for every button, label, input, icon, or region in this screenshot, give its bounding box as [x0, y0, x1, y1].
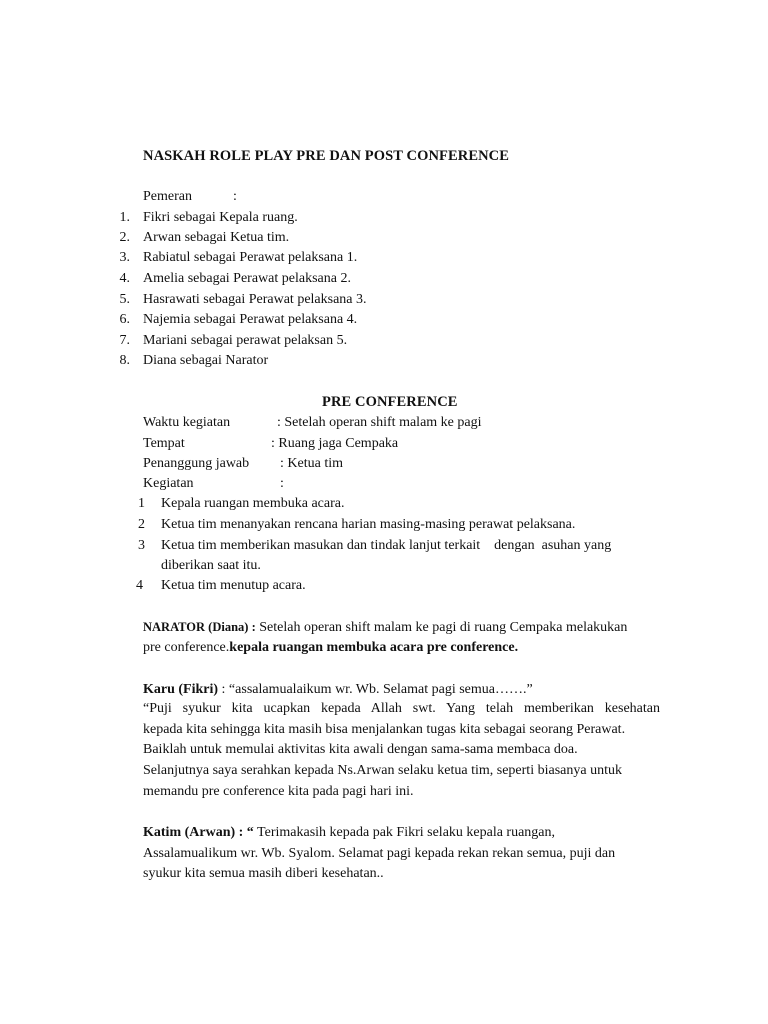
list-item-number: 1 — [138, 496, 145, 511]
speaker-name: NARATOR (Diana) : — [143, 620, 256, 634]
narator-line-1 — [143, 621, 627, 635]
field-value: : Ruang jaga Cempaka — [271, 436, 399, 451]
list-item-number: 8. — [119, 353, 130, 368]
list-item: Ketua tim menanyakan rencana harian masing-masing perawat pelaksana. — [161, 517, 576, 532]
karu-text: : “assalamualaikum wr. Wb. Selamat pagi semua…….” — [218, 682, 533, 697]
list-item: Ketua tim memberikan masukan dan tindak lanjut terkait dengan asuhan yang — [161, 538, 612, 553]
field-value: : Setelah operan shift malam ke pagi — [277, 415, 482, 430]
field-label: Penanggung jawab — [143, 456, 250, 471]
karu-line: Baiklah untuk memulai aktivitas kita awali dengan sama-sama membaca doa. — [143, 742, 578, 757]
field-label: Tempat — [143, 436, 185, 451]
list-item-number: 4 — [136, 578, 143, 593]
list-item-number: 6. — [119, 312, 130, 327]
karu-line: memandu pre conference kita pada pagi hari ini. — [143, 784, 414, 799]
speaker-name: Karu (Fikri) — [143, 682, 219, 697]
katim-line: syukur kita semua masih diberi kesehatan.. — [143, 866, 384, 881]
narator-text: Setelah operan shift malam ke pagi di ruang Cempaka melakukan — [255, 620, 628, 635]
list-item-number: 4. — [119, 271, 130, 286]
karu-line: kepada kita sehingga kita masih bisa menjalankan tugas kita sebagai seorang Perawat. — [143, 722, 626, 737]
list-item: Diana sebagai Narator — [143, 353, 269, 368]
list-item-number: 3 — [138, 538, 145, 553]
field-label: Kegiatan — [143, 476, 194, 491]
list-item-continuation: diberikan saat itu. — [161, 558, 261, 573]
list-item-number: 3. — [119, 250, 130, 265]
narator-bold-text: kepala ruangan membuka acara pre conference. — [229, 640, 519, 655]
section-heading: PRE CONFERENCE — [322, 394, 458, 410]
list-item: Arwan sebagai Ketua tim. — [143, 230, 290, 245]
field-value: : — [280, 476, 284, 491]
narator-text: pre conference. — [143, 640, 230, 655]
list-item-number: 2 — [138, 517, 145, 532]
speaker-name: Katim (Arwan) : “ — [143, 825, 254, 840]
list-item-number: 1. — [119, 210, 130, 225]
list-item: Amelia sebagai Perawat pelaksana 2. — [143, 271, 351, 286]
karu-line: “Puji syukur kita ucapkan kepada Allah swt. Yang telah memberikan kesehatan — [143, 701, 660, 716]
list-item: Fikri sebagai Kepala ruang. — [143, 210, 298, 225]
list-item: Najemia sebagai Perawat pelaksana 4. — [143, 312, 358, 327]
list-item: Ketua tim menutup acara. — [161, 578, 306, 593]
list-item-number: 5. — [119, 292, 130, 307]
list-item: Kepala ruangan membuka acara. — [161, 496, 345, 511]
document-title: NASKAH ROLE PLAY PRE DAN POST CONFERENCE — [143, 148, 510, 164]
cast-label: Pemeran — [143, 189, 192, 204]
field-value: : Ketua tim — [280, 456, 343, 471]
list-item-number: 7. — [119, 333, 130, 348]
list-item: Hasrawati sebagai Perawat pelaksana 3. — [143, 292, 367, 307]
cast-colon: : — [233, 189, 237, 204]
katim-text: Terimakasih kepada pak Fikri selaku kepala ruangan, — [253, 825, 556, 840]
list-item: Rabiatul sebagai Perawat pelaksana 1. — [143, 250, 358, 265]
narator-line-2 — [143, 641, 518, 655]
karu-line: Selanjutnya saya serahkan kepada Ns.Arwan selaku ketua tim, seperti biasanya untuk — [143, 763, 622, 778]
katim-line-1 — [143, 826, 555, 840]
katim-line: Assalamualikum wr. Wb. Syalom. Selamat pagi kepada rekan rekan semua, puji dan — [143, 846, 616, 861]
list-item-number: 2. — [119, 230, 130, 245]
karu-line-1 — [143, 683, 533, 697]
list-item: Mariani sebagai perawat pelaksan 5. — [143, 333, 348, 348]
field-label: Waktu kegiatan — [143, 415, 231, 430]
